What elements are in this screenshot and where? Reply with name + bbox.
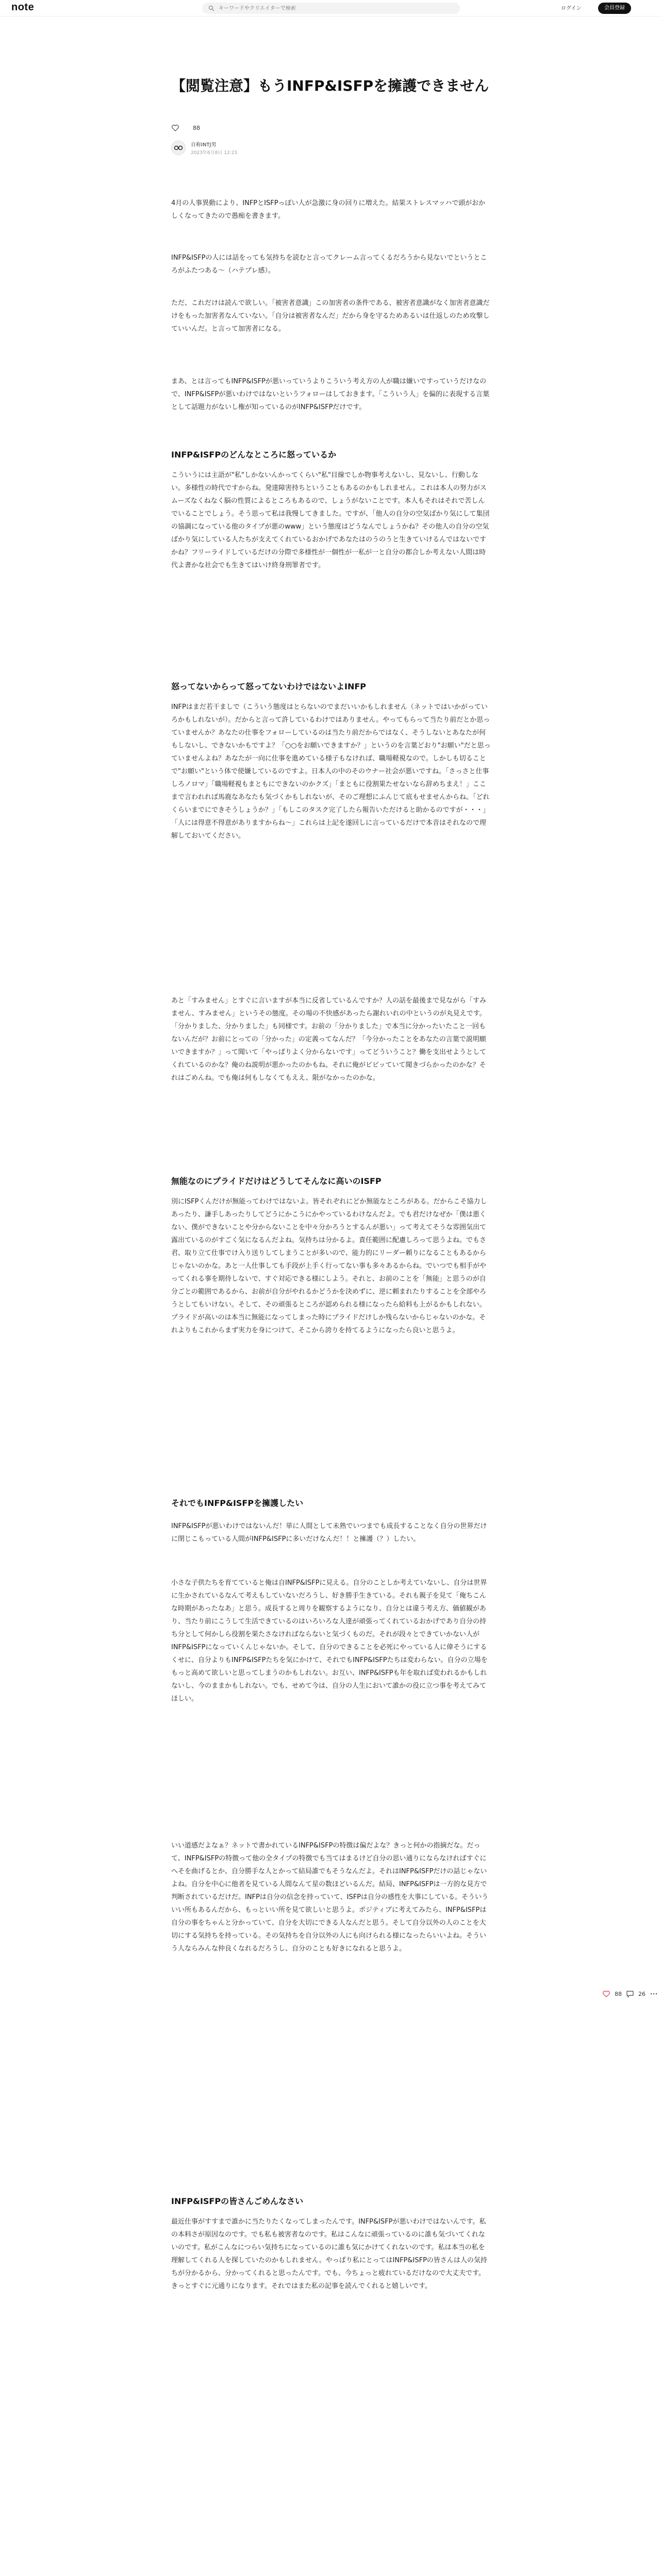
section-2-text-b: あと「すみません」とすぐに言いますが本当に反省しているんですか？人の話を最後まで見ながら「すみません、すみません」というその態度。その場の不快感があったら謝れいれの中というのが丸見えです。「分かりました、分かりました」も同様です。お前の「分かりました」で本当に分かったいたこと一回もないんだが？お前にとっての「分かった」の定義ってなんだ？「今分かったことをあなたの言葉で説明願いできますか？」って聞いて「やっぱりよく分からないです」ってどういうこと？働を支出せようとしてくれているのかな？俺のね説明が悪かったのかもね。それに俺がビビッていて聞きづらかったのかな？それはごめんね。でも俺は何もしなくてもええ、限がなかったのかな。 (171, 997, 487, 1082)
floating-comment-count: 26 (638, 1990, 646, 1997)
article-title: 【閲覧注意】もうINFP&ISFPを擁護できません (171, 77, 489, 94)
like-row (171, 124, 200, 132)
section-5-text: 最近仕事がすすまで誰かに当たりたくなってしまったんです。INFP&ISFPが悪いわけではないんです。私の本料さが原因なのです。でも私も被害者なのです。私はこんなに頑張っているのに誰も気づいてくれないのです。私がこんなにつらい気持ちになっているのに誰も気にかけてくれないのです。私は本当の私を理解してくれる人を探していたのかもしれません。やっぱり私にとってはINFP&ISFPの皆さんは人の気持ちが分かるから、分かってくれると思ったんです。でも、今ちょっと疲れているだけなので大丈夫です。きっとすぐに元通りになります。それではまた私の記事を読んでくれると嬉しいです。 (171, 2218, 487, 2290)
section-heading-3: 無能なのにプライドだけはどうしてそんなに高いのISFP (171, 1176, 382, 1186)
heart-icon[interactable] (602, 1990, 610, 1998)
section-4-text-b: 小さな子供たちを育てていると俺は自INFP&ISFPに見える。自分のことしか考えていないし、自分は世界に生かされているなんて考えもしていないだろうし、好き勝手生きている。それも親子を見て「俺ちこんな時期があったなあ」と思う。成長すると周りを観察するようになり、自分とは違う考え方、価値観があり、当たり前にこうして生活できているのはいろいろな人達が頑張ってくれているおかげであり自分の持ち分として何かしら役割を果たさなければならないと気づくものだ。それが段々とできていかない人がINFP&ISFPになっていくんじゃないか。そして、自分のできることを必死にやっている人に偉そうにするくせに、自分よりもINFP&ISFPたちを気にかけて、それでもINFP&ISFPたちは変わらない。自分の立場をもっと高めて欲しいと思ってしまうのかもしれない。お互い、INFP&ISFPも年を取れば変われるかもしれないし、今のままかもしれない。でも、せめて今は、自分の人生において誰かの役に立つ事を考えてみてほしい。 (171, 1579, 488, 1703)
author-meta (191, 140, 237, 156)
section-4-text-a: INFP&ISFPが悪いわけではないんだ！単に人間として未熟でいつまでも成長することなく自分の世界だけに閉じこもっている人間がINFP&ISFPに多いだけなんだ！！と擁護（？）したい。 (171, 1522, 487, 1543)
section-heading-2: 怒ってないからって怒ってないわけではないよINFP (171, 682, 367, 691)
section-heading-5: INFP&ISFPの皆さんごめんなさい (171, 2196, 304, 2206)
section-1-text: こういうには主語が"私"しかないんかってくらい"私"目線でしか物事考えないし、見ないし、行動しない。多様性の時代ですからね。発達障害持ちということもあるのかもしれません。これは本人の努力がスムーズなくねなく脳の性質によるところもあるので、しょうがないことです。本人もそれはそれで苦しんでいることでしょう。そう思って私は我慢してきました。ですが、「他人の自分の空気ばかり気にして集団の協調になっている他のタイプが悪のwww」という態度はどうなんでしょうかね？その他人の自分の空気ばかり気にしている人たちが支えてくれているおかげであなたはのうのうと生きていけるんではないですかね？フリーライドしているだけの分際で多様性が一個性が一私が一と自分の都合しか考えない人間は時代よ書かな社会でも生きてはいけ終身刑罪者です。 (171, 471, 490, 569)
note-logo[interactable]: note (11, 2, 35, 13)
author-name[interactable]: 自称INTJ男 (191, 142, 217, 148)
author-avatar[interactable] (171, 141, 186, 155)
section-heading-4: それでもINFP&ISFPを擁護したい (171, 1498, 304, 1508)
intro-paragraph: 4月の人事異動により、INFPとISFPっぽい人が急激に身の回りに増えた。結果ストレスマッハで頭がおかしくなってきたので愚痴を書きます。 (171, 199, 486, 220)
section-2-text-a: INFPはまだ若干ましで（こういう態度はとらないのでまだいいかもしれません（ネットではいかがっていろかもしれないが）。だからと言って許しているわけではありません。やってもらって当たり前だとか思っていませんか？あなたの仕事をフォローしているのは当たり前だからではなく、そうしないとあなたが何もしないし、できないかもですよ？「○○をお願いできますか？」というのを言葉どおり"お願い"だと思っていませんよね？あなたが一向に仕事を進めている様子もなければ、職場軽視なので。しかしも切ることで"お願い"という体で使嫌しているのですよ。日本人の中のそのウナー社会が悪いですね。「さっさと仕事しろノロマ」「職場軽視もまともにできないのかクズ」「まともに役割果たせないなら辞めちまえ！」ここまで言われれば馬鹿なあなたも気づくかもしれないが、そのご理想にふんじて底もせませんからね。「どれくらいまでにできそうしょうか？」「もしこのタスク完了したら報告いただけると助かるのですが・・・」「人には得意不得意がありますからね～」これらは上記を遂回しに言っているだけで本音はそれなので理解しておいてください。 (171, 703, 491, 840)
floating-like-count: 88 (615, 1990, 622, 1997)
heart-icon[interactable] (171, 124, 179, 132)
more-icon[interactable] (650, 1990, 658, 1998)
paragraph-3: まあ、とは言ってもINFP&ISFPが悪いっていうよりこういう考え方の人が職は嫌いですっていうだけなので、INFP&ISFPが悪いわけではないというフォローはしておきます。「こういう人」を偏的に表現する言葉として話題力がないし権が知っているのがINFP&ISFPだけです。 (171, 378, 489, 411)
comment-icon[interactable] (626, 1990, 634, 1998)
floating-actions (602, 1990, 658, 1998)
section-4-text-c: いい道感だよなぁ？ネットで書かれているINFP&ISFPの特徴は偏だよな？きっと何かの指摘だな。だって、INFP&ISFPの特徴って他の全タイプの特徴でも当てはまるけど自分の思い通りにならなければすぐにへそを曲げるとか、自分勝手な人とかって結局誰でもそうなんだよ。それはINFP&ISFPだけの話じゃないよね。自分を中心に他者を見ている人間なんて星の数ほどいるんだ。結局、INFP&ISFPは一方的な見方で判断されているだけだ。INFPは自分の信念を持っていて、ISFPは自分の感性を大事にしている。そういういい所もあるんだから、もっといい所を見て欲しいと思うよ。ポジティブに考えてみたら、INFP&ISFPは自分の事をちゃんと分かっていて、自分を大切にできる人なんだと思う。そして自分以外の人のことを大切にする気持ちを持っている。その気持ちを自分以外の人にも向けられる様になったらいいよね。そういう人ならみんな仲良くなれるだろうし、自分のことも好きになれると思うよ。 (171, 1842, 489, 1953)
paragraph-2: ただ、これだけは読んで欲しい。「被害者意識」この加害者の条件である、被害者意識がなく加害者意識だけをもった加害者なんていない。「自分は被害者なんだ」だから身を守るためあるいは仕返しのため攻撃していいんだ。と言って加害者になる。 (171, 299, 490, 333)
section-3-text: 別にISFPくんだけが無能ってわけではないよ。皆それぞれにどか無能なところがある。だからこそ協力しあったり、謙手しあったりしてどうにかこうにかやっているわけなんだよ。でも君だけなぜか「僕は悪くない、僕ができないことや分からないことを中々分かろうとするんが悪い」って考えてそうな雰囲気出て露出ているのがすごく気になるんだよね。気持ちは分かるよ。責任範囲に配慮しろって思うよね。でもさ君、取り立て仕事でけ入り送りしてしまうことが多いので、能力的にリーダー頼りになることもあるからじゃないのかな。あと一人仕事しても手段が上手く行ってない事も多々あるからね。でいつでも相手がやってくれる事を期待しないで、すぐ対応できる様にしよう。それと、お前のことを「無能」と思うのが自分ごとの範囲であるから、お前が自分がやれるかどうかを決めずに、逆に頼まれたりすることを全部やろうとしてもいけない。そして、その頑張るところが認められる様になったら給料も上がるかもしれない。プライドが高いのは本当に無能になってしまった時にプライドだけしか残らないからじゃないのかな。それよりもこれからまず実力を身につけて、そこから誇りを持てるようになったら良いと思うよ。 (171, 1198, 487, 1334)
section-heading-1: INFP&ISFPのどんなところに怒っているか (171, 450, 337, 460)
author-row[interactable] (171, 140, 237, 156)
paragraph-1: INFP&ISFPの人には話をっても気持ちを読むと言ってクレーム言ってくるだろうから見ないでというところがふたつある～（ハテプレ感）。 (171, 254, 487, 275)
search-bar[interactable] (202, 3, 460, 14)
search-input[interactable] (219, 6, 445, 11)
header (0, 0, 662, 16)
signup-button[interactable]: 会員登録 (598, 3, 631, 14)
like-count: 88 (193, 124, 200, 131)
search-icon (208, 5, 214, 11)
post-date: 2023年6月8日 12:23 (191, 150, 238, 156)
glasses-icon (174, 145, 183, 150)
login-button[interactable]: ログイン (561, 6, 582, 11)
